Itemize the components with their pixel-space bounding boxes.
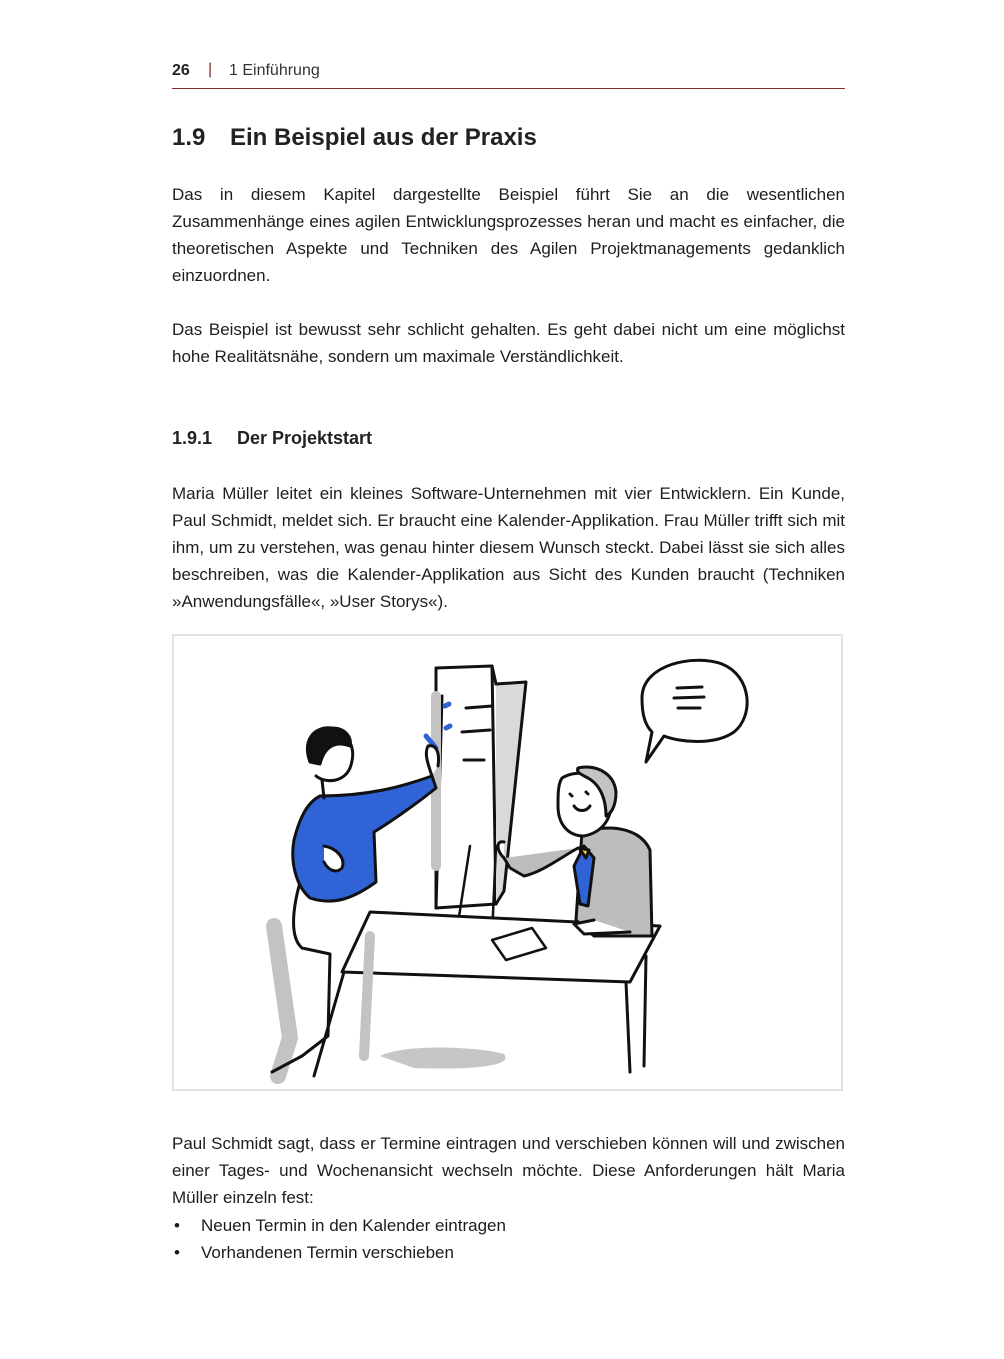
list-item-text: Neuen Termin in den Kalender eintragen	[201, 1216, 506, 1235]
man-figure	[498, 767, 652, 936]
section-number: 1.9	[172, 124, 206, 151]
woman-figure	[272, 728, 439, 1072]
running-header	[172, 60, 845, 89]
page-number: 26	[172, 62, 190, 79]
section-title: Ein Beispiel aus der Praxis	[230, 124, 537, 151]
list-item	[172, 1239, 845, 1266]
header-separator: |	[208, 61, 213, 78]
subsection-title: Der Projektstart	[237, 428, 373, 448]
requirements-list	[172, 1212, 845, 1266]
bullet: •	[174, 1216, 180, 1235]
list-item-text: Vorhandenen Termin verschieben	[201, 1243, 454, 1262]
section-heading	[172, 124, 537, 152]
chapter-title: 1 Einführung	[229, 62, 320, 79]
speech-bubble-icon	[642, 660, 747, 762]
project-start-paragraph: Maria Müller leitet ein kleines Software-Unternehmen mit vier Entwicklern. Ein Kunde, Paul Schmidt, meldet sich. Er braucht eine Kalender-Applikation. Frau Müller trifft sich mit ihm, um zu verstehen, was genau hinter diesem Wunsch steckt. Dabei lässt sie sich alles beschreiben, was die Kalender-Applikation aus Sicht des Kunden braucht (Techniken »Anwendungsfälle«, »User Storys«).	[172, 484, 845, 611]
meeting-illustration	[174, 636, 841, 1089]
after-figure-paragraph: Paul Schmidt sagt, dass er Termine eintragen und verschieben können will und zwischen einer Tages- und Wochenansicht wechseln möchte. Diese Anforderungen hält Maria Müller einzeln fest:	[172, 1134, 845, 1207]
list-item	[172, 1212, 845, 1239]
illustration-figure	[172, 634, 843, 1091]
intro-paragraph-1: Das in diesem Kapitel dargestellte Beispiel führt Sie an die wesentlichen Zusammenhänge eines agilen Entwicklungsprozesses heran und macht es einfacher, die theoretischen Aspekte und Techniken des Agilen Projektmanagements gedanklich einzuordnen.	[172, 185, 845, 285]
bullet: •	[174, 1243, 180, 1262]
subsection-heading	[172, 428, 372, 449]
intro-paragraph-2: Das Beispiel ist bewusst sehr schlicht gehalten. Es geht dabei nicht um eine möglichst hohe Realitätsnähe, sondern um maximale Verständlichkeit.	[172, 320, 845, 366]
subsection-number: 1.9.1	[172, 428, 213, 448]
